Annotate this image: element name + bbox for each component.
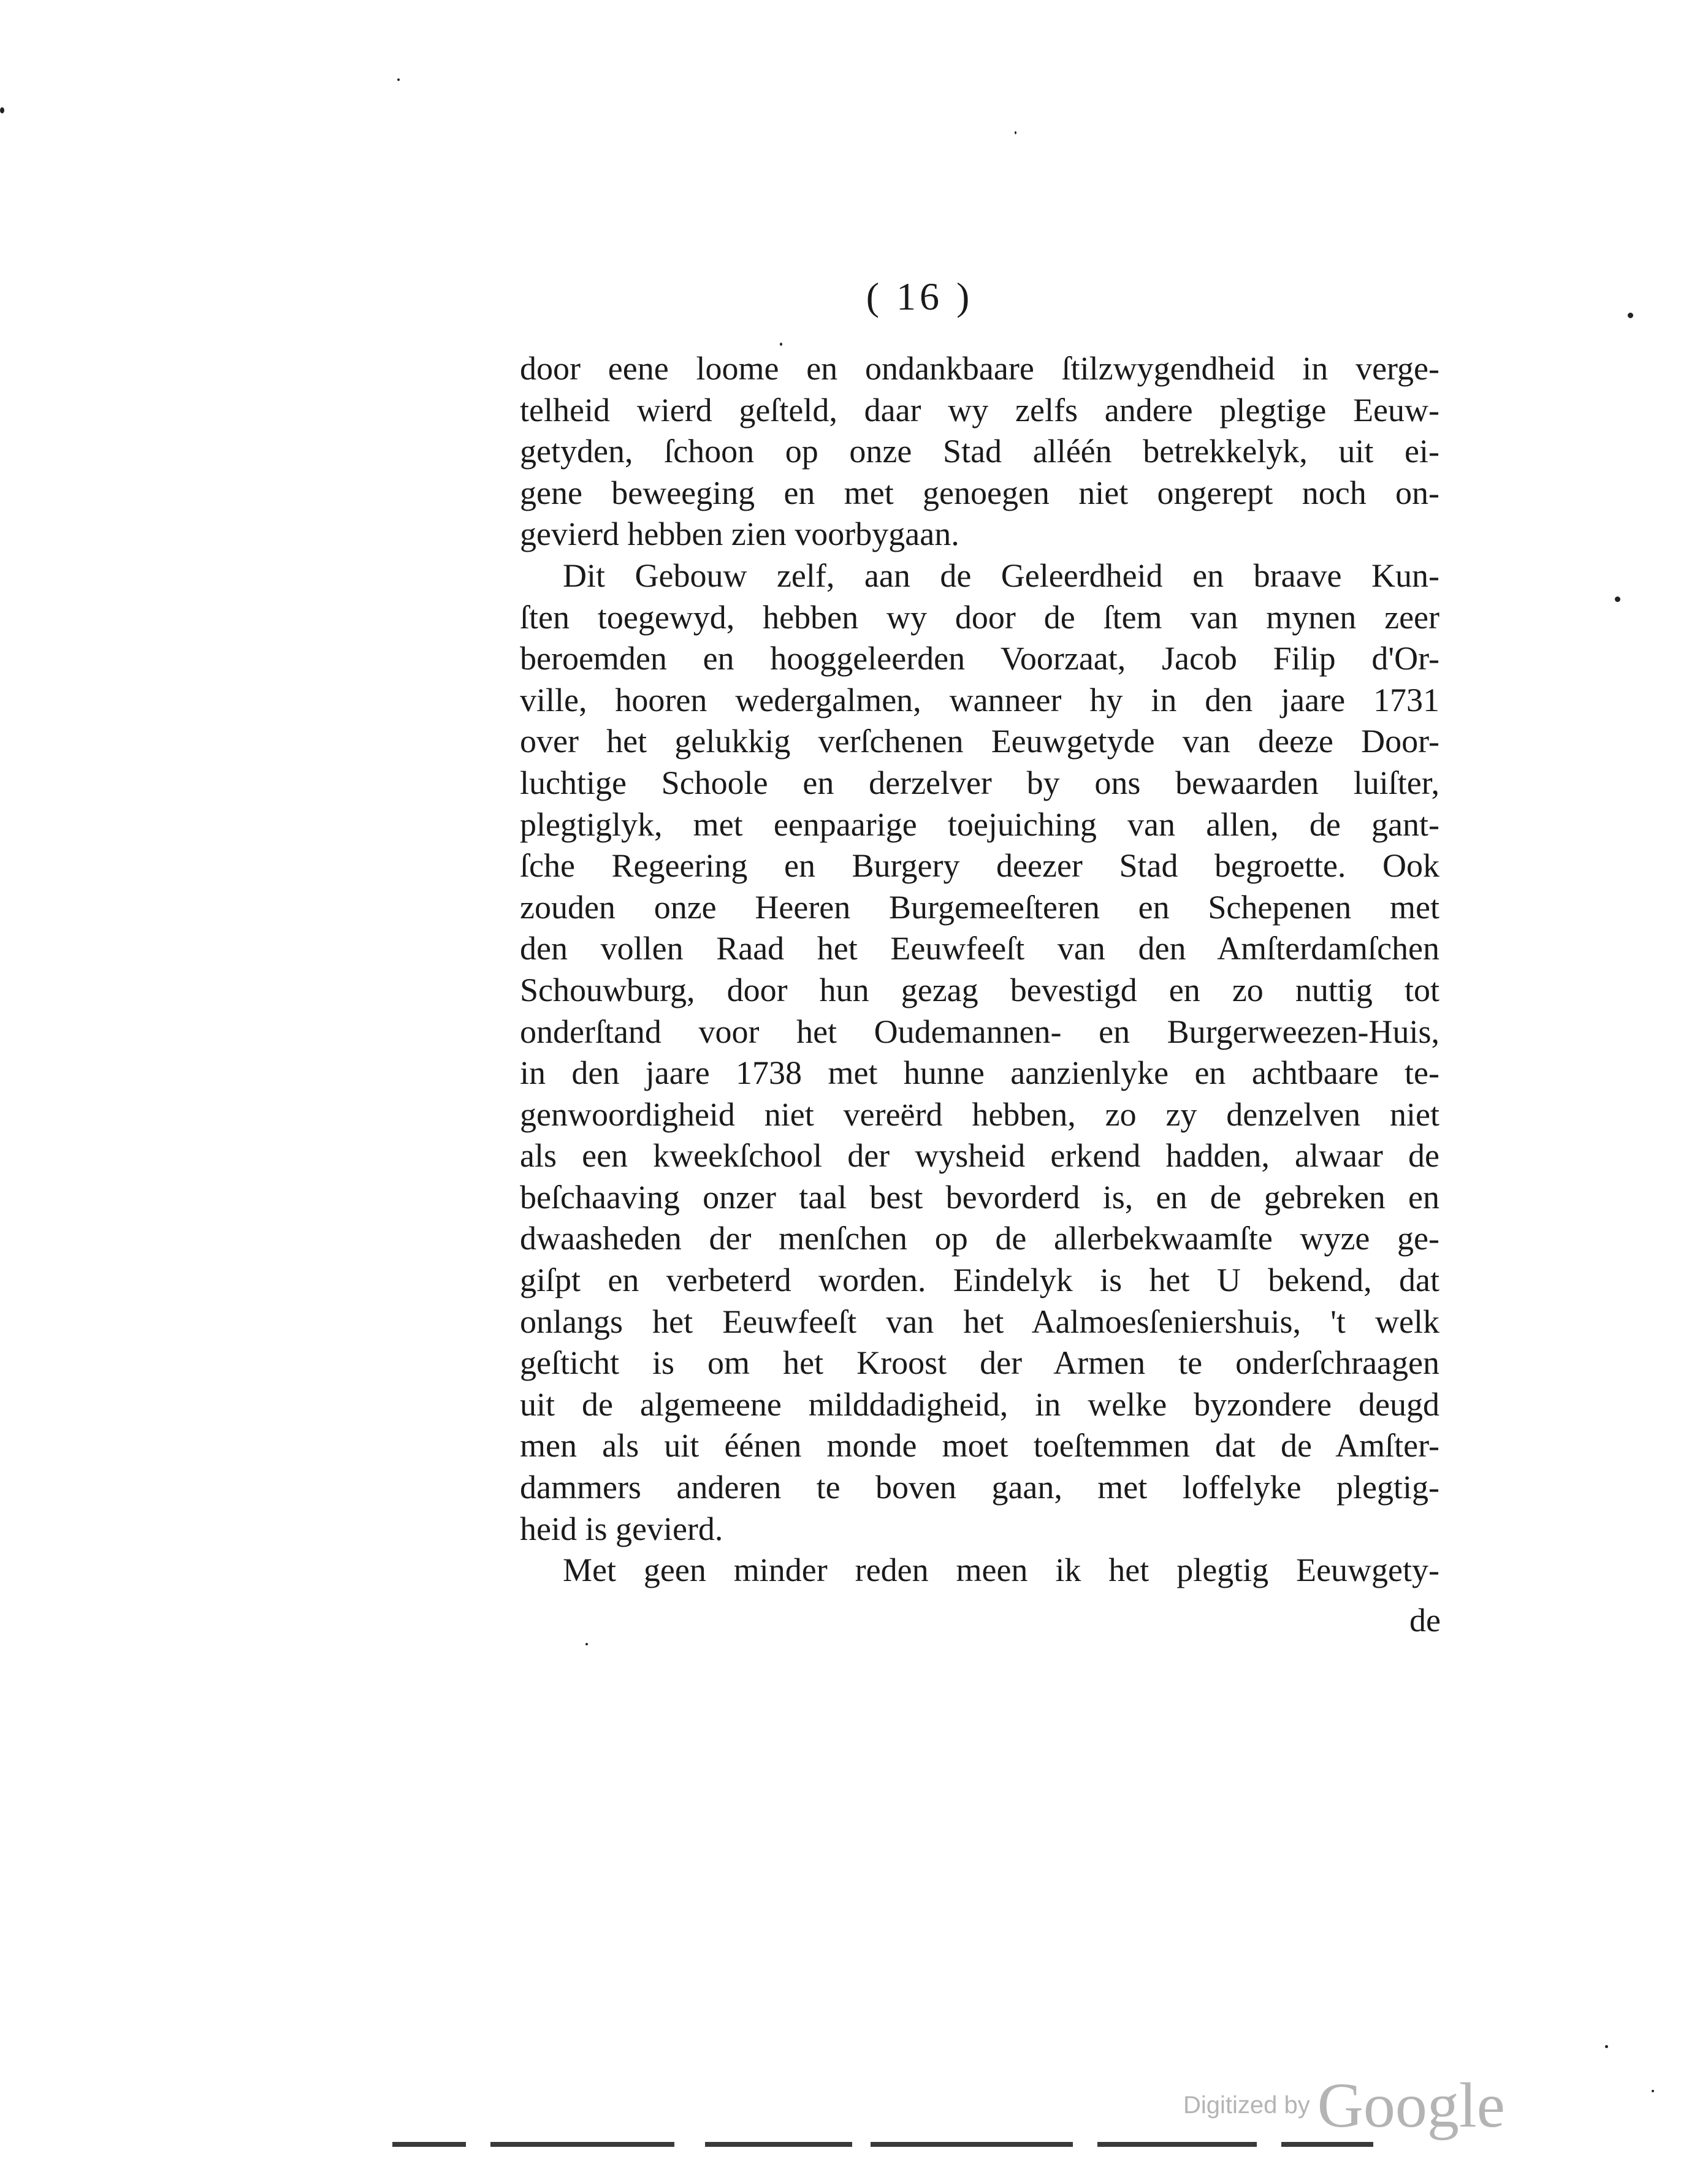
text-line: Met geen minder reden meen ik het plegtig Eeuwgety-	[563, 1552, 1439, 1589]
text-line: onderſtand voor het Oudemannen- en Burgerweezen-Huis,	[520, 1013, 1439, 1050]
text-line: genwoordigheid niet vereërd hebben, zo zy denzelven niet	[520, 1095, 1439, 1133]
text-line: beroemden en hooggeleerden Voorzaat, Jacob Filip d'Or-	[520, 640, 1439, 677]
text-line: zouden onze Heeren Burgemeeſteren en Schepenen met	[520, 888, 1439, 926]
scan-speck	[1652, 2090, 1654, 2092]
text-line: plegtiglyk, met eenpaarige toejuiching van allen, de gant-	[520, 806, 1439, 843]
text-line: dammers anderen te boven gaan, met loffelyke plegtig-	[520, 1469, 1439, 1506]
watermark-prefix: Digitized by	[1183, 2092, 1310, 2119]
scan-speck	[397, 78, 400, 81]
text-line: giſpt en verbeterd worden. Eindelyk is het U bekend, dat	[520, 1262, 1439, 1299]
scan-speck	[1615, 596, 1620, 602]
watermark-brand: Google	[1317, 2070, 1505, 2141]
catchword: de	[1409, 1602, 1441, 1639]
text-line: dwaasheden der menſchen op de allerbekwaamſte wyze ge-	[520, 1220, 1439, 1257]
text-line: heid is gevierd.	[520, 1510, 723, 1547]
text-line: men als uit éénen monde moet toeſtemmen dat de Amſter-	[520, 1427, 1439, 1465]
text-line: gevierd hebben zien voorbygaan.	[520, 516, 959, 553]
text-line: Dit Gebouw zelf, aan de Geleerdheid en braave Kun-	[563, 557, 1439, 594]
scan-speck	[585, 1643, 588, 1645]
body-text	[520, 348, 1439, 1591]
text-line: in den jaare 1738 met hunne aanzienlyke en achtbaare te-	[520, 1054, 1439, 1092]
text-line: door eene loome en ondankbaare ſtilzwygendheid in verge-	[520, 350, 1439, 387]
text-line: ſche Regeering en Burgery deezer Stad begroette. Ook	[520, 847, 1439, 885]
page-number: ( 16 )	[866, 275, 974, 318]
text-line: als een kweekſchool der wysheid erkend hadden, alwaar de	[520, 1137, 1439, 1175]
text-line: onlangs het Eeuwfeeſt van het Aalmoesſeniershuis, 't welk	[520, 1303, 1439, 1340]
text-line: telheid wierd geſteld, daar wy zelfs andere plegtige Eeuw-	[520, 391, 1439, 429]
text-line: over het gelukkig verſchenen Eeuwgetyde van deeze Door-	[520, 723, 1439, 760]
text-line: ville, hooren wedergalmen, wanneer hy in den jaare 1731	[520, 681, 1439, 718]
text-line: getyden, ſchoon op onze Stad alléén betrekkelyk, uit ei-	[520, 433, 1439, 470]
text-line: den vollen Raad het Eeuwfeeſt van den Amſterdamſchen	[520, 930, 1439, 967]
google-watermark	[1183, 2069, 1505, 2142]
text-line: uit de algemeene milddadigheid, in welke byzondere deugd	[520, 1385, 1439, 1423]
text-line: geſticht is om het Kroost der Armen te onderſchraagen	[520, 1344, 1439, 1382]
scan-bleed-through	[0, 2136, 1708, 2164]
text-line: ſten toegewyd, hebben wy door de ſtem van mynen zeer	[520, 598, 1439, 636]
scan-speck	[1628, 313, 1633, 318]
scan-speck	[780, 343, 782, 346]
text-line: gene beweeging en met genoegen niet ongerept noch on-	[520, 474, 1439, 511]
text-line: beſchaaving onzer taal best bevorderd is, en de gebreken en	[520, 1178, 1439, 1216]
scan-speck	[0, 107, 4, 113]
text-line: Schouwburg, door hun gezag bevestigd en zo nuttig tot	[520, 971, 1439, 1008]
scan-speck	[1605, 2045, 1608, 2048]
text-line: luchtige Schoole en derzelver by ons bewaarden luiſter,	[520, 764, 1439, 801]
scan-speck	[1015, 131, 1016, 134]
